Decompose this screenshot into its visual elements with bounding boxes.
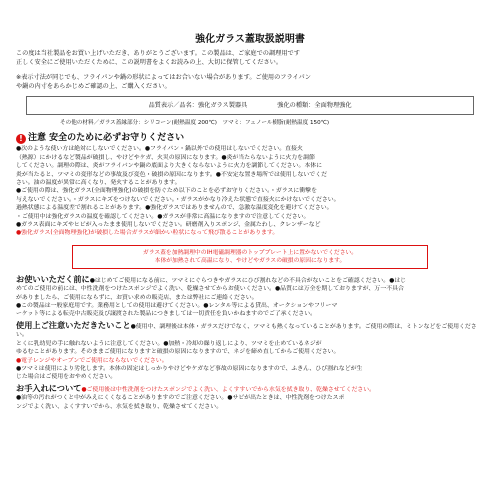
section-before-use <box>16 275 484 319</box>
section-usage-notes <box>16 321 484 382</box>
caution-line: 炎が当たると、ツマミの変形などの事故及び変色・破損の原因になります。●不安定な置き場所では使用しないでくだ <box>16 171 327 178</box>
section-heading: 使用上ご注意いただきたいこと <box>16 319 131 330</box>
caution-line: ●強化ガラス(全面物理強化)が破損した場合ガラスが細かい粒状になって飛び散ることがあります。 <box>16 230 279 237</box>
materials-line: その他の材料／ガラス蓋縁部分：シリコーン(耐熱温度 200℃) ツマミ：フェノール樹脂(耐熱温度 150℃) <box>60 120 330 127</box>
ih-warning-box <box>72 245 428 269</box>
section-line: ンジでよく洗い、よくすすいでから、水気を拭き取り、乾燥させてください。 <box>16 403 223 410</box>
notice-line-2: や鍋の内寸をあらかじめご確認の上、ご購入ください。 <box>16 82 171 90</box>
caution-line: さい。油の温度が異常に高くなり、発火することがあります。 <box>16 180 181 186</box>
caution-heading <box>16 133 484 144</box>
caution-line: ●ご使用の際は、強化ガラス(全面物理強化)の破損を防ぐため以下のことを必ずお守りください。・ガラスに衝撃を <box>16 188 317 195</box>
notice-line-1: ※表示寸法が同じでも、フライパンや鍋の形状によってはお合いない場合があります。ご使用のフライパン <box>16 74 311 82</box>
document-title: 強化ガラス蓋取扱説明書 <box>195 34 305 45</box>
section-line: ●ツマミは使用により劣化します。本体の固定はしっかりやけどやケガなど事故の原因になりますので、ふきん、ひび割れなどが生 <box>16 365 363 372</box>
section-line: とくに乳幼児の手に触れないように注意してください。●加熱・冷却の繰り返しにより、ツマミを止めているネジが <box>16 340 322 347</box>
section-line: ●ご使用後は中性洗剤をつけたスポンジでよく洗い、よくすすいでから水気を拭き取り、乾燥させてください。 <box>81 386 376 393</box>
spec-quality: 品質表示／品名：強化ガラス製器具 <box>148 102 248 110</box>
section-line: がありましたら、ご使用にならずに、お買い求めの販売店、または弊社にご連絡ください。 <box>16 294 258 301</box>
caution-heading-text: 注意 安全のために必ずお守りください <box>28 133 185 144</box>
section-line: ●この製品は一般家庭用です。業務用としての使用は避けてください。●レンタル等による貸出、オークションやフリーマ <box>16 303 338 310</box>
section-heading: お使いいただく前に <box>16 273 90 284</box>
section-line: ●はじめてご使用になる前に、ツマミにぐらつきやガラスにひび割れなどの不具合がないことをご確認ください。●はじ <box>89 277 407 284</box>
spec-box <box>26 96 474 115</box>
section-line: ●油等の汚れがつくと中がみえにくくなることがありますのでご注意ください。●サビが出たときは、中性洗剤をつけたスポ <box>16 395 345 402</box>
caution-line: ・ご使用中は強化ガラスの温度を確認してください。●ガラスが非常に高温になりますので注意してください。 <box>16 213 310 220</box>
section-line: じた場合はご使用をおやめください。 <box>16 374 117 381</box>
caution-line: ●次のような使い方は絶対にしないでください。●フライパン・鍋以外での使用はしないでください。直接火 <box>16 146 303 153</box>
section-line: ●使用中、調理後は本体・ガラスだけでなく、ツマミも熱くなっていることがあります。ご使用の際は、ミトンなどをご使用ください。 <box>16 323 477 339</box>
intro-line-2: 正しく安全にご使用いただくために、この説明書をよくお読みの上、大切に保管してください。 <box>16 58 283 66</box>
intro-line-1: この度は当社製品をお買い上げいただき、ありがとうございます。この製品は、ご家庭での調理用です <box>16 50 300 57</box>
caution-line: してください。調理の際は、炎がフライパンや鍋の底面より大きくならないように火力を調節してください。本体に <box>16 163 323 170</box>
section-care <box>16 384 484 411</box>
caution-line: 過熱状態による温度差で割れることがあります。●強化ガラスではありませんので、急激な温度変化を避けてください。 <box>16 205 333 212</box>
caution-line: （熱源）にかけるなど製品が破損し、やけどやケガ、火災の原因になります。●炎が当たらないように火力を調節 <box>16 154 315 161</box>
ih-warning-line-1: ガラス蓋を加熱調理中のIH電磁調理器のトッププレート上に置かないでください。 <box>142 249 358 256</box>
spec-strength: 強化の種類：全面物理強化 <box>277 102 352 110</box>
caution-line: 与えないでください。・ガラスにキズをつけないでください。・ガラスがかなり冷えた状態で直接火にかけないでください。 <box>16 196 340 203</box>
section-line: ●電子レンジやオーブンでご使用にならないでください。 <box>16 357 168 364</box>
section-line: ーケット等による転売中古販売及び譲渡された製品につきましては一切責任を負いかねますのでご了承ください。 <box>16 311 317 318</box>
section-line: ゆるむことがあります。そのままご使用になりますと破損の原因になりますので、ネジを締め直してからご使用ください。 <box>16 349 340 356</box>
section-line: めてのご使用の前には、中性洗剤をつけたスポンジでよく洗い、乾燥させてからお使いください。●品質には万全を期しておりますが、万一不具合 <box>16 286 404 293</box>
section-heading: お手入れについて <box>16 382 82 393</box>
warning-icon: ! <box>16 134 26 144</box>
caution-line: ●ガラス表面にキズやヒビが入ったまま使用しないでください。研磨剤入りスポンジ、金属たわし、クレンザーなど <box>16 222 321 229</box>
ih-warning-line-2: 本体が加熱されて高温になり、やけどやガラスの破損の原因になります。 <box>154 257 346 264</box>
